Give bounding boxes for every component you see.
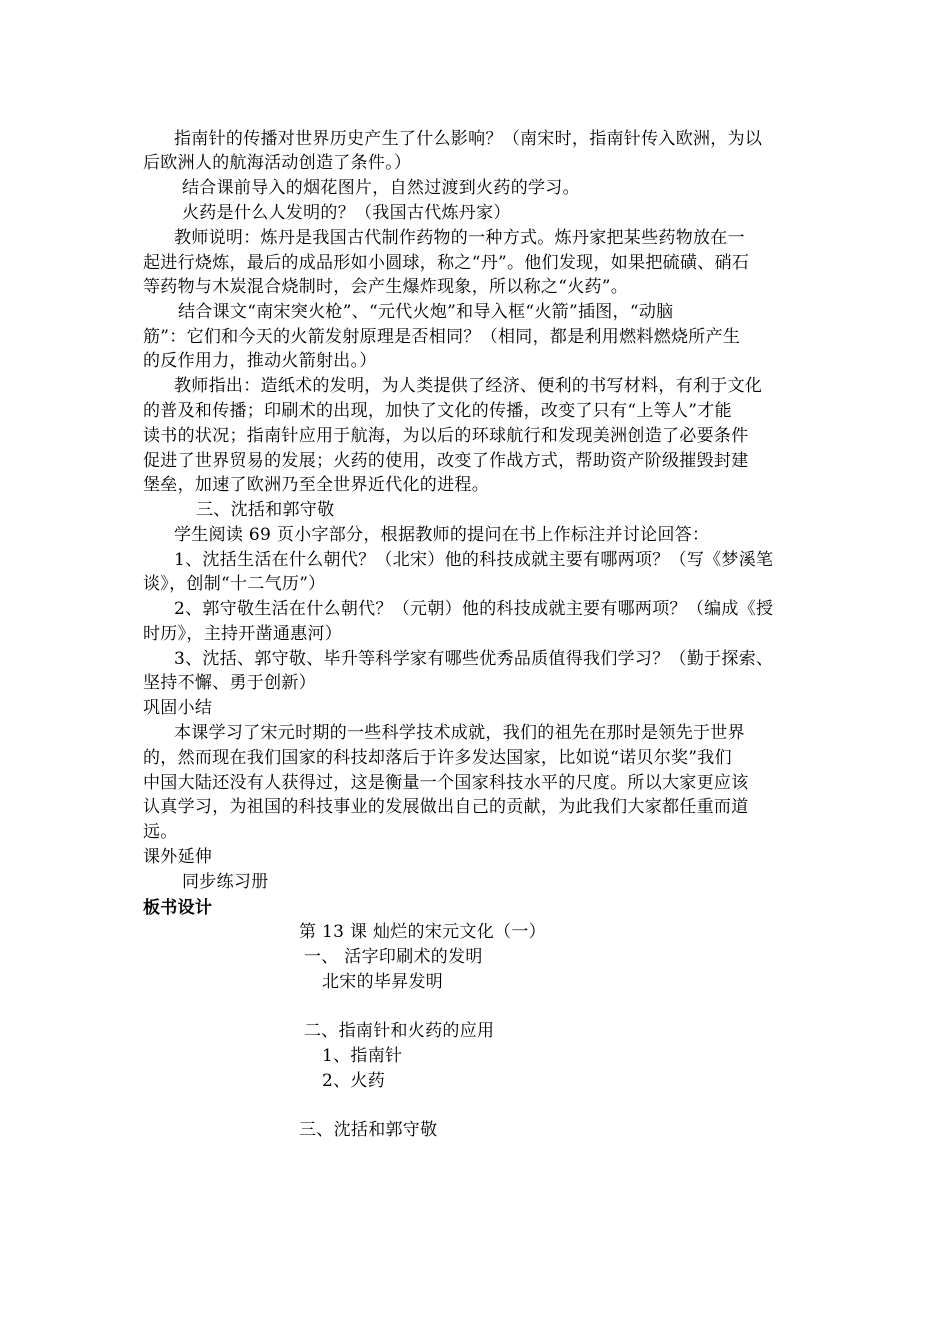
- paragraph-line: 的普及和传播；印刷术的出现，加快了文化的传播，改变了只有“上等人”才能: [143, 401, 732, 421]
- paragraph-line: 学生阅读 69 页小字部分，根据教师的提问在书上作标注并讨论回答：: [174, 525, 710, 545]
- paragraph-line: 等药物与木炭混合烧制时，会产生爆炸现象，所以称之“火药”。: [143, 277, 629, 297]
- paragraph-line: 认真学习，为祖国的科技事业的发展做出自己的贡献，为此我们大家都任重而道: [143, 797, 749, 817]
- question-line: 1、沈括生活在什么朝代？（北宋）他的科技成就主要有哪两项？（写《梦溪笔: [174, 550, 774, 570]
- paragraph-line: 结合课文“南宋突火枪”、“元代火炮”和导入框“火箭”插图，“动脑: [178, 302, 674, 322]
- section-heading: 课外延伸: [143, 847, 213, 867]
- paragraph-line: 堡垒，加速了欧洲乃至全世界近代化的进程。: [143, 475, 489, 495]
- board-item: 2、火药: [322, 1071, 386, 1091]
- paragraph-line: 远。: [143, 822, 178, 842]
- paragraph-line: 指南针的传播对世界历史产生了什么影响？（南宋时，指南针传入欧洲，为以: [174, 129, 763, 149]
- board-item: 1、指南针: [322, 1046, 403, 1066]
- board-item: 北宋的毕昇发明: [322, 972, 444, 992]
- paragraph-line: 读书的状况；指南针应用于航海，为以后的环球航行和发现美洲创造了必要条件: [143, 426, 749, 446]
- paragraph-line: 结合课前导入的烟花图片，自然过渡到火药的学习。: [182, 178, 580, 198]
- board-design-heading: 板书设计: [143, 898, 213, 918]
- paragraph-line: 起进行烧炼，最后的成品形如小圆球，称之“丹”。他们发现，如果把硫磺、硝石: [143, 253, 750, 273]
- question-line: 3、沈括、郭守敬、毕升等科学家有哪些优秀品质值得我们学习？（勤于探索、: [174, 649, 774, 669]
- paragraph-line: 本课学习了宋元时期的一些科学技术成就，我们的祖先在那时是领先于世界: [174, 723, 745, 743]
- paragraph-line: 促进了世界贸易的发展；火药的使用，改变了作战方式，帮助资产阶级摧毁封建: [143, 451, 749, 471]
- section-heading: 三、沈括和郭守敬: [196, 500, 335, 520]
- paragraph-line: 中国大陆还没有人获得过，这是衡量一个国家科技水平的尺度。所以大家更应该: [143, 773, 749, 793]
- paragraph-line: 的反作用力，推动火箭射出。）: [143, 351, 377, 371]
- board-section: 二、指南针和火药的应用: [304, 1021, 495, 1041]
- board-section: 三、沈括和郭守敬: [299, 1120, 438, 1140]
- paragraph-line: 同步练习册: [182, 872, 269, 892]
- paragraph-line: 火药是什么人发明的？（我国古代炼丹家）: [182, 203, 511, 223]
- question-line: 2、郭守敬生活在什么朝代？（元朝）他的科技成就主要有哪两项？（编成《授: [174, 599, 774, 619]
- paragraph-line: 筋”：它们和今天的火箭发射原理是否相同？（相同，都是利用燃料燃烧所产生: [143, 327, 741, 347]
- paragraph-line: 的，然而现在我们国家的科技却落后于许多发达国家，比如说“诺贝尔奖”我们: [143, 748, 732, 768]
- question-line: 坚持不懈、勇于创新）: [143, 673, 316, 693]
- board-title: 第 13 课 灿烂的宋元文化（一）: [299, 922, 546, 942]
- board-section: 一、 活字印刷术的发明: [304, 947, 483, 967]
- paragraph-line: 教师指出：造纸术的发明，为人类提供了经济、便利的书写材料，有利于文化: [174, 376, 763, 396]
- section-heading: 巩固小结: [143, 698, 213, 718]
- question-line: 谈》，创制“十二气历”）: [143, 574, 326, 594]
- question-line: 时历》，主持开凿通惠河）: [143, 624, 343, 644]
- paragraph-line: 教师说明：炼丹是我国古代制作药物的一种方式。炼丹家把某些药物放在一: [174, 228, 745, 248]
- paragraph-line: 后欧洲人的航海活动创造了条件。）: [143, 153, 412, 173]
